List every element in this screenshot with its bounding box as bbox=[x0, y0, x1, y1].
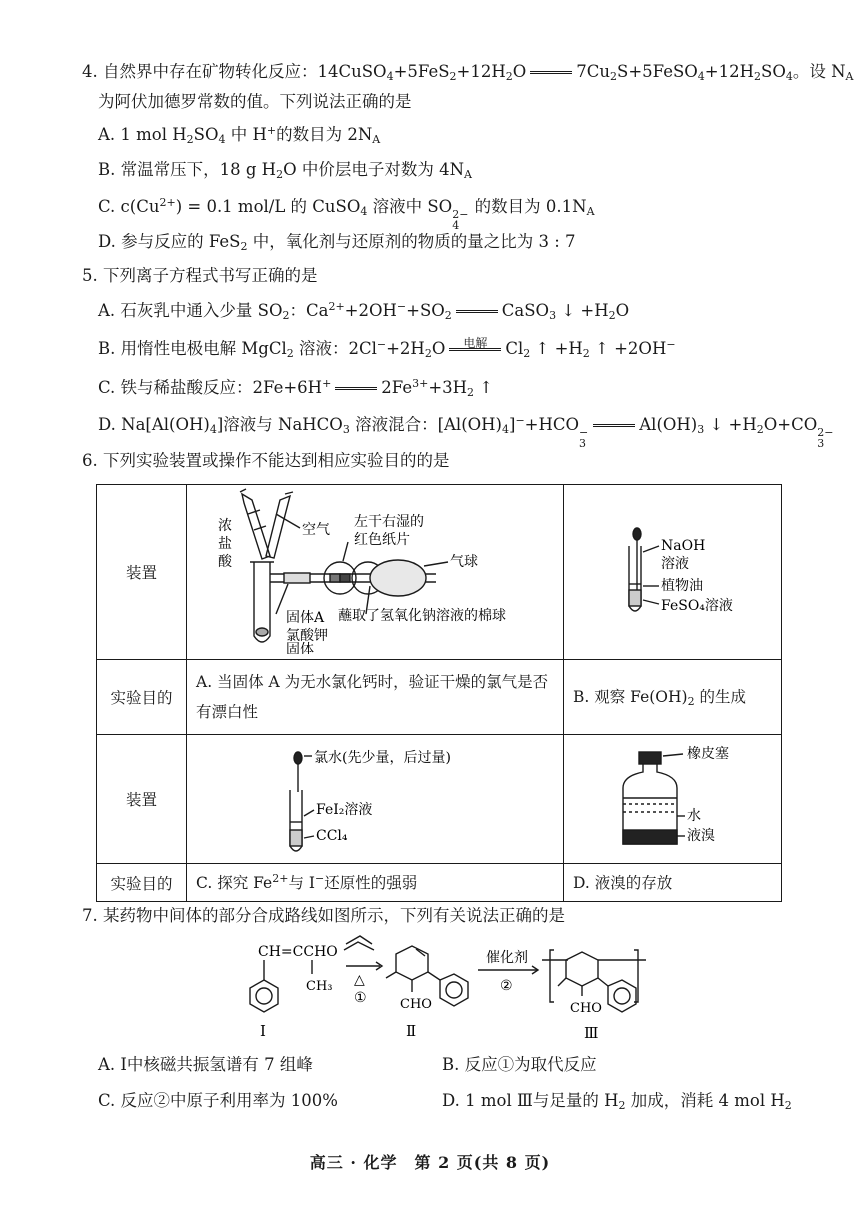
feoh2-apparatus-diagram bbox=[565, 486, 780, 654]
label-stopper: 橡皮塞 bbox=[687, 746, 729, 762]
device-a-figure bbox=[187, 485, 564, 660]
device-b-figure bbox=[564, 485, 782, 660]
label-balloon: 气球 bbox=[450, 554, 479, 570]
label-cho-3: CHO bbox=[570, 1001, 602, 1016]
option-b-purpose: B. 观察 $Fe(OH)_2$ 的生成 bbox=[573, 688, 747, 708]
label-chch: CH=CCHO bbox=[258, 944, 338, 960]
row-label-purpose: 实验目的 bbox=[97, 660, 187, 735]
label-liquid-bromine: 液溴 bbox=[687, 828, 715, 844]
label-heat: △ bbox=[354, 972, 365, 988]
q6-stem: 6. 下列实验装置或操作不能达到相应实验目的的是 bbox=[82, 451, 450, 470]
label-naoh: NaOH bbox=[661, 538, 706, 554]
q7-stem: 7. 某药物中间体的部分合成路线如图所示，下列有关说法正确的是 bbox=[82, 906, 565, 925]
label-conc: 浓 bbox=[218, 518, 233, 534]
equals-sign bbox=[530, 71, 572, 74]
q7-option-b: B. 反应①为取代反应 bbox=[442, 1055, 597, 1074]
label-paper: 左干右湿的 bbox=[354, 514, 425, 530]
q4-stem-line2: 为阿伏加德罗常数的值。下列说法正确的是 bbox=[98, 92, 412, 111]
experiment-table bbox=[96, 484, 782, 902]
synthesis-route-scheme bbox=[220, 932, 660, 1052]
q7-option-a: A. Ⅰ中核磁共振氢谱有 7 组峰 bbox=[98, 1055, 313, 1074]
label-compound-iii: Ⅲ bbox=[584, 1024, 599, 1042]
label-step1: ① bbox=[354, 990, 367, 1006]
page-footer: 高三 · 化学 第 2 页(共 8 页) bbox=[309, 1153, 551, 1172]
q4-option-b: B. 常温常压下，18 g $H_2O$ 中价层电子对数为 $4N_A$ bbox=[98, 160, 472, 181]
option-a-purpose: A. 当固体 A 为无水氯化钙时，验证干燥的氯气是否有漂白性 bbox=[196, 673, 549, 721]
q4-option-c: C. $c(Cu^{2+}) = 0.1$ mol/L 的 CuSO$_4$ 溶液中 SO 2− 4 的数目为 $0.1N_A$ bbox=[98, 196, 595, 232]
label-kclo3: 氯酸钾 bbox=[286, 628, 329, 644]
label-ch3: CH₃ bbox=[306, 979, 333, 994]
label-air: 空气 bbox=[302, 522, 331, 538]
label-fei2: FeI₂溶液 bbox=[316, 802, 373, 818]
option-c-purpose: C. 探究 $Fe^{2+}$与 I−还原性的强弱 bbox=[196, 871, 418, 892]
device-d-figure bbox=[564, 735, 782, 864]
row-label-device: 装置 bbox=[97, 485, 187, 660]
label-ccl4: CCl₄ bbox=[316, 828, 348, 844]
label-compound-ii: Ⅱ bbox=[406, 1022, 417, 1040]
chlorine-apparatus-diagram bbox=[188, 486, 560, 654]
row-label-purpose-2: 实验目的 bbox=[97, 864, 187, 902]
q7-option-d: D. 1 mol Ⅲ与足量的 $H_2$ 加成，消耗 4 mol $H_2$ bbox=[442, 1091, 792, 1112]
row-label-device-2: 装置 bbox=[97, 735, 187, 864]
q5-stem: 5. 下列离子方程式书写正确的是 bbox=[82, 266, 318, 285]
q7-option-c: C. 反应②中原子利用率为 100% bbox=[98, 1091, 338, 1110]
q5-option-d: D. $Na[Al(OH)_4]$溶液与 NaHCO$_3$ 溶液混合：$[Al(OH)_4]^-+HCO$ − 3 $Al(OH)_3$ ↓ $+H_2O+CO$ 2− 3 bbox=[98, 414, 834, 450]
device-c-figure bbox=[187, 735, 564, 864]
option-d-purpose: D. 液溴的存放 bbox=[573, 873, 673, 892]
label-cotton: 蘸取了氢氧化钠溶液的棉球 bbox=[338, 608, 507, 624]
svg-text:固体: 固体 bbox=[286, 642, 315, 654]
q4-option-a: A. 1 mol $H_2SO_4$ 中 H+的数目为 $2N_A$ bbox=[98, 124, 381, 146]
svg-text:红色纸片: 红色纸片 bbox=[354, 532, 411, 548]
label-solid-a: 固体A bbox=[286, 610, 325, 626]
q5-option-c: C. 铁与稀盐酸反应：2Fe+6H+ $2Fe^{3+}+3H_2$ ↑ bbox=[98, 377, 494, 399]
label-feso4: FeSO₄溶液 bbox=[661, 598, 733, 614]
svg-text:盐: 盐 bbox=[218, 536, 233, 552]
q5-option-a: A. 石灰乳中通入少量 $SO_2$：$Ca^{2+}+2OH^-+SO_2$ CaSO$_3$ ↓ $+H_2O$ bbox=[98, 300, 630, 322]
label-compound-i: Ⅰ bbox=[260, 1022, 266, 1040]
svg-text:酸: 酸 bbox=[218, 554, 233, 570]
label-oil: 植物油 bbox=[661, 578, 703, 594]
label-step2: ② bbox=[500, 978, 513, 994]
fei2-apparatus-diagram bbox=[188, 736, 560, 858]
q4-option-d: D. 参与反应的 FeS$_2$ 中，氧化剂与还原剂的物质的量之比为 3 : 7 bbox=[98, 232, 576, 253]
label-chlorine-water: 氯水(先少量，后过量) bbox=[314, 750, 451, 766]
bromine-bottle-diagram bbox=[565, 736, 780, 858]
q4-stem-line1: 4. 自然界中存在矿物转化反应：$14CuSO_4+5FeS_2+12H_2O$ $7Cu_2S+5FeSO_4+12H_2SO_4$。设 $N_A$ bbox=[82, 62, 854, 83]
q5-option-b: B. 用惰性电极电解 MgCl$_2$ 溶液：$2Cl^-+2H_2O$ 电解 $Cl_2$ ↑ $+H_2$ ↑ +2OH− bbox=[98, 336, 676, 360]
label-catalyst: 催化剂 bbox=[486, 950, 528, 966]
label-water: 水 bbox=[687, 808, 701, 824]
label-cho-2: CHO bbox=[400, 997, 432, 1012]
svg-text:溶液: 溶液 bbox=[661, 556, 689, 572]
